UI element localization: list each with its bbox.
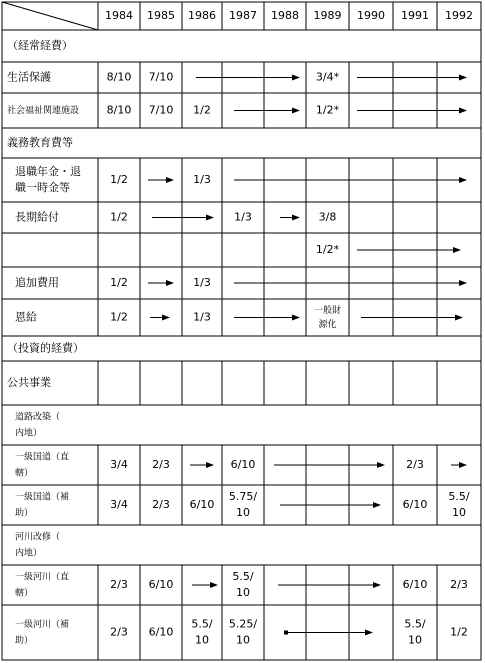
cell-value: 5.75/	[228, 490, 258, 503]
arrow-head	[459, 280, 467, 286]
row-label-cont: 助）	[15, 636, 34, 646]
year-header: 1985	[147, 9, 175, 22]
row-label: 公共事業	[7, 376, 51, 389]
year-header: 1988	[271, 9, 299, 22]
cell-value: 10	[236, 633, 250, 647]
cell-value: 1/2	[450, 625, 468, 639]
row-label: （経常経費）	[7, 39, 73, 52]
cell-value: 1/2	[193, 103, 211, 117]
row-label-cont: 轄）	[15, 588, 34, 599]
cell-value: 6/10	[148, 578, 174, 591]
cell-value: 5.5/	[232, 570, 254, 583]
arrow-head	[292, 215, 300, 221]
year-header: 1989	[313, 9, 342, 22]
cell-value: 一般財	[313, 306, 342, 316]
row-label: 道路改築（	[15, 412, 61, 423]
cell-value: 6/10	[402, 578, 428, 591]
arrow-head	[459, 462, 467, 468]
row-label-cont: 職一時金等	[15, 181, 70, 194]
year-header: 1984	[105, 9, 133, 22]
row-label-cont: 轄）	[15, 468, 34, 479]
cell-value: 1/2*	[315, 243, 340, 256]
arrow-head	[373, 582, 381, 588]
row-label: 義務教育費等	[7, 136, 73, 149]
arrow-head	[373, 502, 381, 508]
row-label: 生活保護	[7, 70, 51, 84]
cell-value: 10	[236, 586, 250, 599]
cell-value: 1/2	[110, 173, 128, 186]
row-label: 退職年金・退	[15, 165, 81, 178]
cell-value: 3/8	[318, 210, 337, 224]
arrow-head	[292, 315, 300, 321]
arrow-head	[453, 247, 461, 253]
cell-value: 1/3	[234, 210, 252, 224]
row-label: 一級国道（補	[15, 492, 70, 503]
cell-value: 1/3	[193, 310, 211, 324]
cell-value: 2/3	[110, 625, 128, 639]
row-label: 一級河川（直	[15, 572, 70, 583]
cell-value: 5.5/	[404, 617, 426, 631]
row-label: 一級国道（直	[15, 452, 70, 463]
row-label: 恩給	[15, 310, 37, 324]
arrow-head	[210, 582, 218, 588]
cell-value: 8/10	[106, 70, 132, 84]
arrow-head	[365, 630, 373, 636]
row-label: 追加費用	[15, 276, 59, 289]
arrow-head	[292, 75, 300, 81]
cell-value: 2/3	[152, 458, 170, 471]
cell-value: 5.5/	[448, 490, 470, 503]
row-label-cont: 内地）	[15, 428, 43, 439]
cell-value: 2/3	[450, 578, 468, 591]
cell-value: 1/2	[110, 310, 128, 324]
header-diagonal	[2, 2, 98, 30]
cell-value: 源化	[318, 320, 337, 330]
cell-value: 5.5/	[191, 617, 213, 631]
arrow-head	[377, 462, 385, 468]
year-header: 1992	[445, 9, 473, 22]
cell-value: 8/10	[106, 103, 132, 117]
arrow-head	[459, 177, 467, 183]
row-label: 長期給付	[15, 210, 59, 224]
cell-value: 10	[452, 506, 466, 519]
year-header: 1986	[188, 9, 216, 22]
arrow-head	[166, 177, 174, 183]
cell-value: 1/2*	[315, 103, 340, 117]
cell-value: 10	[195, 633, 209, 647]
cell-value: 1/2	[110, 276, 128, 289]
cell-value: 2/3	[152, 498, 170, 511]
row-label-cont: 内地）	[15, 548, 43, 559]
cell-value: 6/10	[148, 625, 174, 639]
cell-value: 7/10	[148, 103, 174, 117]
arrow-head	[459, 75, 467, 81]
cell-value: 1/3	[193, 173, 211, 186]
cell-value: 5.25/	[228, 617, 258, 631]
row-label: 河川改修（	[15, 532, 61, 543]
cell-value: 1/3	[193, 276, 211, 289]
arrow-head	[206, 215, 214, 221]
row-label: （投資的経費）	[7, 341, 84, 355]
year-header: 1987	[229, 9, 257, 22]
arrow-head	[292, 108, 300, 114]
cell-value: 3/4	[110, 458, 128, 471]
year-header: 1991	[401, 9, 429, 22]
row-label-cont: 助）	[15, 508, 34, 519]
cell-value: 3/4*	[315, 70, 340, 84]
arrow-head	[162, 315, 170, 321]
cell-value: 10	[408, 633, 422, 647]
cell-value: 6/10	[189, 498, 215, 511]
cell-value: 2/3	[110, 578, 128, 591]
arrow-head	[206, 462, 214, 468]
row-label: 一級河川（補	[15, 620, 70, 630]
row-label: 社会福祉関連施設	[7, 106, 80, 116]
cell-value: 2/3	[406, 458, 424, 471]
cell-value: 3/4	[110, 498, 128, 511]
table-border	[2, 2, 481, 660]
cell-value: 1/2	[110, 210, 128, 224]
cell-value: 6/10	[230, 458, 256, 471]
arrow-tail	[284, 631, 288, 635]
arrow-head	[166, 280, 174, 286]
cell-value: 7/10	[148, 70, 174, 84]
cell-value: 10	[236, 506, 250, 519]
arrow-head	[459, 108, 467, 114]
year-header: 1990	[357, 9, 385, 22]
cell-value: 6/10	[402, 498, 428, 511]
arrow-head	[455, 315, 463, 321]
